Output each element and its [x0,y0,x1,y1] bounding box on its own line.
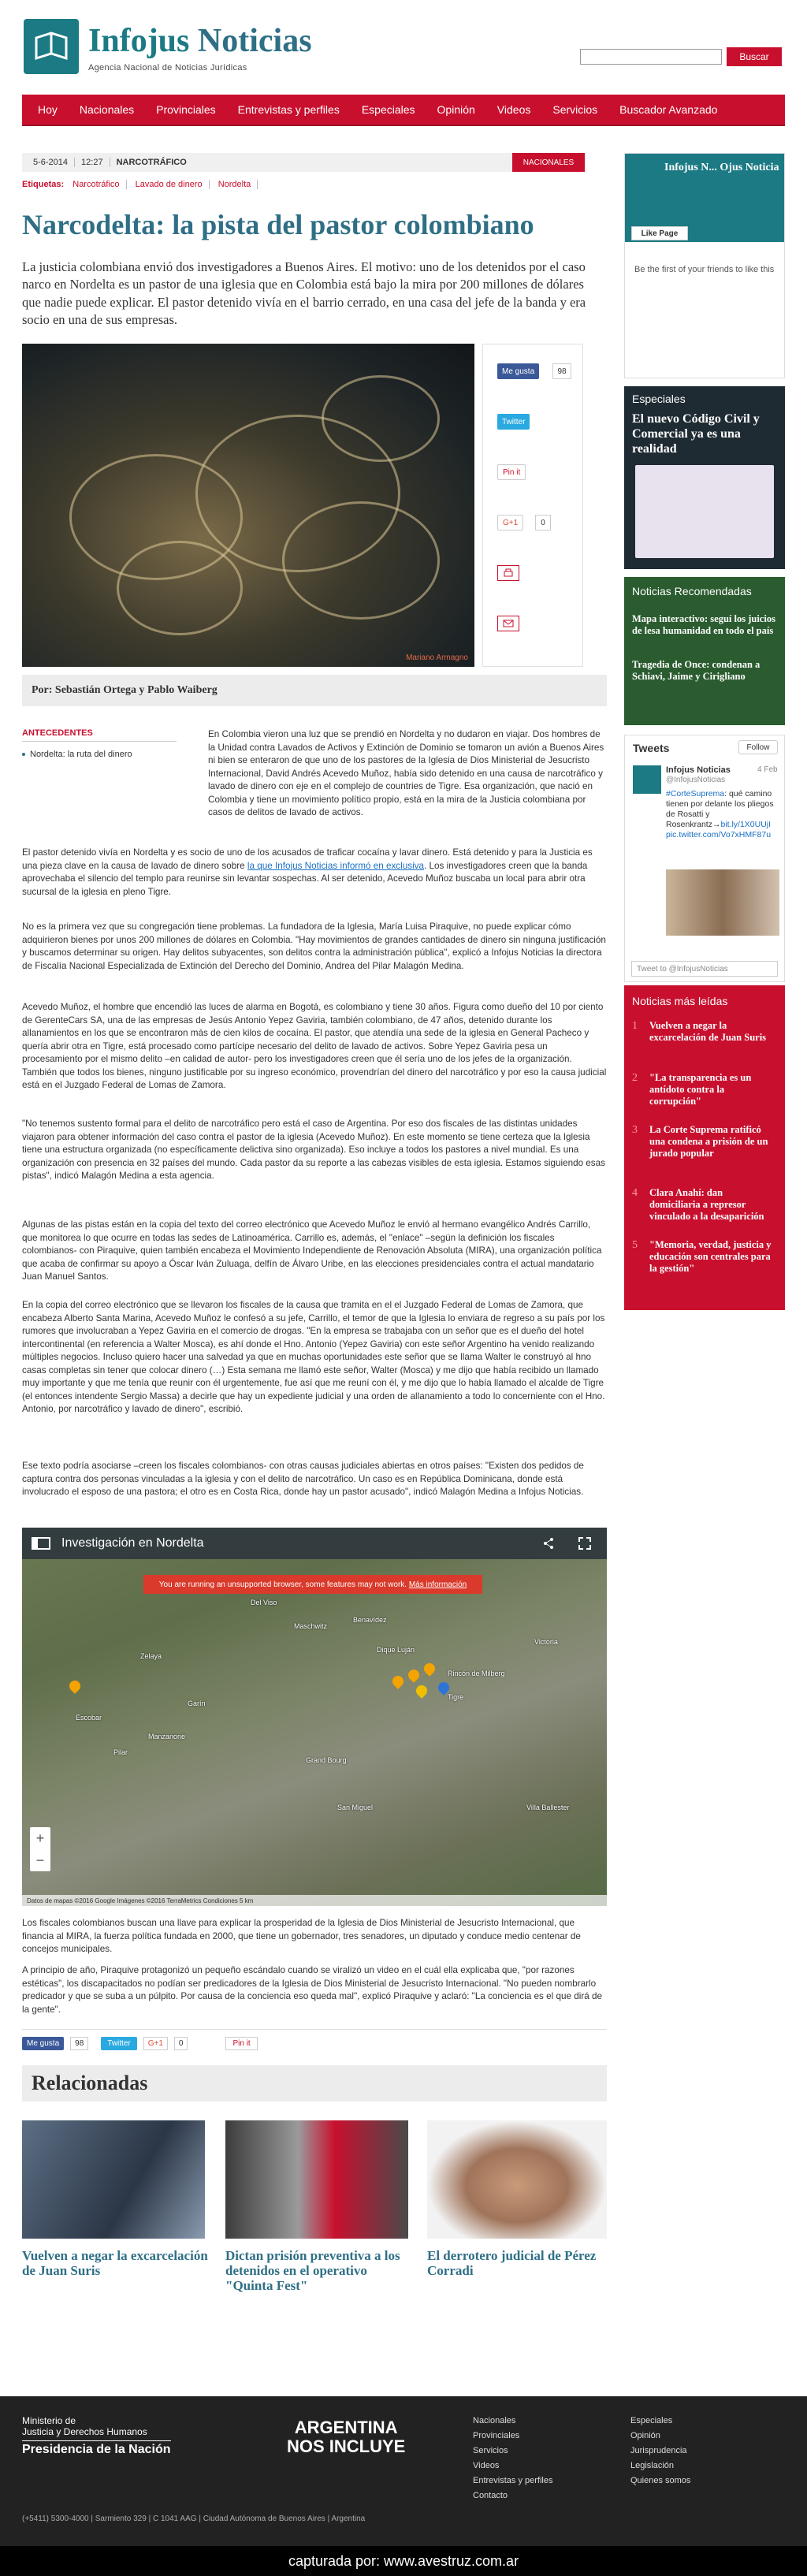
related-thumb[interactable] [22,2120,205,2239]
especiales-story[interactable]: El nuevo Código Civil y Comercial ya es una realidad [632,412,760,456]
bottom-share-bar [22,2037,258,2050]
facebook-like-page-button[interactable]: Like Page [631,226,688,240]
tag-link[interactable]: Lavado de dinero [129,180,210,189]
footer-link[interactable]: Legislación [630,2461,675,2470]
related-item[interactable] [427,2120,608,2278]
twitter-widget [624,735,785,982]
article-lead: La justicia colombiana envió dos investigadores a Buenos Aires. El motivo: uno de los detenidos por el caso narco en Nordelta es un pastor de una iglesia que en Colombia está bajo la mira por 200 millones de dólares que nadie puede explicar. El pastor detenido vivía en el barrio cerrado, en una casa del jefe de la banda y era socio en una de sus empresas. [22,259,586,327]
nav-nacionales[interactable]: Nacionales [79,103,135,116]
map-label: Pilar [113,1748,128,1756]
map-label: Manzanone [148,1733,186,1740]
nav-entrevistas[interactable]: Entrevistas y perfiles [237,103,340,116]
zoom-in-button[interactable]: + [35,1830,45,1846]
google-plus-button[interactable]: G+1 [143,2037,168,2050]
search-input[interactable] [580,49,722,65]
google-plus-button[interactable]: G+1 [497,515,523,530]
book-icon [33,28,69,65]
divider [22,2029,607,2030]
map-label: Del Viso [251,1599,277,1606]
ministry-logo[interactable]: Ministerio de Justicia y Derechos Humanos Presidencia de la Nación [22,2415,171,2456]
share-box [482,344,583,667]
article-paragraph: Acevedo Muñoz, el hombre que encendió las luces de alarma en Bogotá, es colombiano y tiene 30 años. Figura como dueño del 10 por ciento de GerenteCars SA, una de las empresas de Jesús Antonio Yepez Gaviria, también colombiano, de 47 años, detenido durante los allanamientos en los que se encontraron más de cien kilos de cocaína. El pastor, que atendía una sede de la iglesia en General Pacheco y quería abrir otra en Tigre, está procesado como partícipe necesario del delito de lavado de activos. Sobre Yepez Gaviria pesa un procesamiento por el mismo delito –en calidad de autor- pero los investigadores creen que él sería uno de los jefes de la organización. También que todos los bienes, ninguno justificable por su ingreso económico, provendrían del dinero del narcotráfico y por eso la causa judicial está en el Juzgado Federal de Lomas de Zamora. [22,1002,607,1090]
map-pin[interactable] [422,1661,437,1677]
footer-link[interactable]: Videos [473,2461,500,2470]
recommended-title: Noticias Recomendadas [632,585,752,597]
most-read-title: Noticias más leídas [632,995,728,1007]
related-title: Relacionadas [22,2065,607,2101]
footer-link[interactable]: Quienes somos [630,2476,691,2485]
footer-link[interactable]: Nacionales [473,2416,516,2425]
map-label: Benavídez [353,1616,387,1624]
tags-label: Etiquetas: [22,180,65,189]
map-pin[interactable] [406,1667,422,1683]
google-plus-count: 0 [174,2037,188,2050]
main-nav [22,95,785,126]
map-label: Villa Ballester [526,1804,570,1811]
footer-link[interactable]: Provinciales [473,2431,520,2440]
map-label: Garín [188,1699,206,1707]
fullscreen-icon[interactable] [578,1537,591,1550]
most-read-item[interactable]: 4 Clara Anahí: dan domiciliaria a represor vinculado a la desaparición [632,1187,764,1222]
zoom-out-button[interactable]: − [35,1852,45,1868]
site-title[interactable]: Infojus Noticias [88,23,312,59]
tag-link[interactable]: Nordelta [212,180,258,189]
nav-buscador[interactable]: Buscador Avanzado [619,103,718,116]
recommended-item[interactable]: Tragedia de Once: condenan a Schiavi, Jaime y Cirigliano [632,659,761,682]
footer-link[interactable]: Servicios [473,2446,508,2455]
footer-link[interactable]: Entrevistas y perfiles [473,2476,553,2485]
article-paragraph: No es la primera vez que su congregación tiene problemas. La fundadora de la Iglesia, María Luisa Piraquive, no puede explicar cómo adquirieron bienes por unos 200 millones de dólares en Colombia. "Hay movimientos de grandes cantidades de dinero sin ninguna justificación y buscamos determinar su origen. Hay delitos subyacentes, son delitos contra la administración pública", explicó a Infojus Noticias la directora de Fiscalía Nacional Especializada de Extinción del Derecho del Dominio, Andrea del Pilar Malagón Medina. [22,921,606,971]
antecedentes-box [22,728,177,759]
map-label: Tigre [448,1693,464,1701]
map-label: Escobar [76,1714,102,1722]
map-pin[interactable] [390,1673,406,1689]
article-section[interactable]: NARCOTRÁFICO [116,158,187,167]
email-icon[interactable] [497,616,519,631]
map-pin[interactable] [67,1678,83,1694]
recommended-widget [624,577,785,725]
avatar[interactable] [633,765,661,794]
related-title-link[interactable]: El derrotero judicial de Pérez Corradi [427,2248,597,2278]
footer-links-col2 [630,2414,690,2489]
article-paragraph: El pastor detenido vivía en Nordelta y es socio de uno de los acusados de traficar cocaína y lavar dinero. Está detenido y para la Justicia es una pieza clave en la causa de lavado de dinero sobre la que Infojus Noticias informó en exclusiva. Los investigadores creen que la banda aprovechaba el silencio del templo para reunirse sin levantar sospechas. Al ser detenido, Acevedo Muñoz buscaba un local para abrir otra sucursal de la iglesia en pleno Tigre. [22,847,593,897]
footer-address: (+5411) 5300-4000 | Sarmiento 329 | C 1041 AAG | Ciudad Autónoma de Buenos Aires | Argentina [22,2515,366,2523]
map-label: Grand Bourg [306,1756,347,1764]
related-thumb[interactable] [427,2120,607,2239]
capture-credit: capturada por: www.avestruz.com.ar [0,2546,807,2576]
pinterest-button[interactable]: Pin it [225,2037,257,2050]
most-read-item[interactable]: 2 "La transparencia es un antídoto contra la corrupción" [632,1072,752,1107]
map-label: Rincón de Milberg [448,1670,505,1677]
antecedentes-link[interactable]: Nordelta: la ruta del dinero [22,750,177,759]
search-button[interactable]: Buscar [727,47,782,66]
tweet-hashtag[interactable]: #CorteSuprema [666,789,725,798]
section-badge[interactable]: NACIONALES [512,153,585,172]
most-read-item[interactable]: 5 "Memoria, verdad, justicia y educación son centrales para la gestión" [632,1239,772,1274]
facebook-count: 98 [552,363,571,379]
article-paragraph: "No tenemos sustento formal para el delito de narcotráfico pero está el caso de Argentina. Por eso dos fiscales de las distintas unidades viajaron para obtener información del caso contra el pastor de la iglesia (Acevedo Muñoz). En este momento se tiene certeza que la Iglesia tiene una estructura organizada (no específicamente delictiva sino organizada). Eso incluye a todos los pastores a nivel mundial. Es una organización con presencia en 32 países del mundo. Cada pastor da su reporte a las cabezas visibles de esta iglesia. Estamos siguiendo esas pistas", indicó Malagón Medina a esta agencia. [22,1119,605,1181]
tag-link[interactable]: Narcotráfico [66,180,126,189]
map-label: Maschwitz [294,1622,328,1630]
site-subtitle: Agencia Nacional de Noticias Jurídicas [88,63,247,73]
site-logo[interactable] [24,19,79,74]
tweet-image[interactable] [666,869,779,936]
map-label: Zelaya [140,1652,162,1660]
article-paragraph: Ese texto podría asociarse –creen los fiscales colombianos- con otras causas judiciales abiertas en otros países: "Existen dos pedidos de captura contra dos personas vinculadas a la iglesia y con el delito de narcotráfico. Un caso es en República Dominicana, donde está involucrado el esposo de una pastora; el otro es en Costa Rica, donde hay un pastor acusado", indicó Malagón Medina a Infojus Noticias. [22,1461,584,1497]
article-paragraph: En la copia del correo electrónico que se llevaron los fiscales de la causa que tramita en el el Juzgado Federal de Lomas de Zamora, que encabeza Alberto Santa Marina, Acevedo Muñoz le confesó a su jefe, Carrillo, el temor de que la Iglesia lo enviara de regreso a su país por los rumores que involucraban a Yepez Gaviria en el comercio de drogas. "En la empresa se trabajaba con un señor que es el dueño del hotel intercontinental (en referencia a Walter Mosca), es ahí donde el Hno. Antonio (Yepez Gaviria) con este señor Argentino ha venido realizando múltiples negocios. Incluso quiero hacer una salvedad ya que en muchas oportunidades este señor que se llama Walter le construyó al hno casas completas sin tener que colocar dinero (…) Esta semana me llamó este señor, Walter (Mosca) y me dijo que había recibido un llamado muy importante y que me tenía que reunir con él urgentemente, fue así que me reuní con él, y me dijo que lo había llamado el alcalde de Tigre (el entonces intendente Sergio Massa) a decirle que hay un expediente judicial y una orden de allanamiento a todo lo concerniente con el Hno. Antonio, por narcotráfico y lavado de dinero", escribió. [22,1300,605,1414]
tweet-author[interactable]: Infojus Noticias [666,765,731,775]
article-photo[interactable] [22,344,474,667]
photo-credit: Mariano Armagno [406,653,468,662]
facebook-count: 98 [70,2037,88,2050]
map-legend-icon[interactable] [32,1537,50,1550]
facebook-page-name[interactable]: Infojus N... Ojus Noticia [664,162,779,173]
article-paragraph: Algunas de las pistas están en la copia del texto del correo electrónico que Acevedo Muñoz le envió al hermano evangélico Andrés Carrillo, que monitorea lo que ocurre en todas las sedes de Latinoamérica. Carrillo es, además, el "enlace" –según la definición los fiscales colombianos- con Piraquive, quien también encabeza el Movimiento Independiente de Renovación Absoluta (MIRA), una organización política que acaba de confirmar su apoyo a Óscar Iván Zuluaga, delfín de Álvaro Uribe, en las elecciones presidenciales contra el actual mandatario Juan Manuel Santos. [22,1219,602,1282]
related-item[interactable] [22,2120,211,2278]
map-warning: You are running an unsupported browser, some features may not work. Más información [143,1575,482,1594]
map-zoom-control [30,1827,50,1871]
map-title-bar [22,1528,607,1559]
recommended-item[interactable]: Mapa interactivo: seguí los juicios de lesa humanidad en todo el país [632,613,775,636]
article-paragraph: Los fiscales colombianos buscan una llave para explicar la prosperidad de la Iglesia de Dios Ministerial de Jesucristo Internacional, que financia al MIRA, la fuerza política fundada en 2000, que tiene un gobernador, tres senadores, un diputado y conduce medio centenar de concejos municipales. [22,1918,581,1954]
article-headline: Narcodelta: la pista del pastor colombiano [22,209,534,240]
google-plus-count: 0 [535,515,551,530]
embedded-map[interactable] [22,1528,607,1906]
inline-link[interactable]: la que Infojus Noticias informó en exclusiva [247,860,425,871]
article-meta [22,153,586,172]
related-item[interactable] [225,2120,415,2293]
article-byline: Por: Sebastián Ortega y Pablo Waiberg [22,675,607,706]
nav-especiales[interactable]: Especiales [361,103,415,116]
map-title: Investigación en Nordelta [61,1536,204,1550]
facebook-social-text: Be the first of your friends to like this [634,265,775,274]
most-read-item[interactable]: 1 Vuelven a negar la excarcelación de Juan Suris [632,1020,767,1043]
footer-link[interactable]: Especiales [630,2416,673,2425]
antecedentes-title: ANTECEDENTES [22,728,177,742]
footer-link[interactable]: Contacto [473,2491,508,2500]
nav-opinion[interactable]: Opinión [437,103,475,116]
tweet-body: #CorteSuprema: qué camino tienen por delante los pliegos de Rosatti y Rosenkrantz→bit.ly/1X0UUjI pic.twitter.com/Vo7xHMF87u [666,789,774,839]
related-title-link[interactable]: Dictan prisión preventiva a los detenidos en el operativo "Quinta Fest" [225,2248,400,2293]
print-icon[interactable] [497,565,519,581]
related-thumb[interactable] [225,2120,408,2239]
most-read-item[interactable]: 3 La Corte Suprema ratificó una condena a prisión de un jurado popular [632,1124,768,1159]
article-time: 12:27 [75,158,110,167]
tweet-to-input[interactable]: Tweet to @InfojusNoticias [631,961,778,977]
map-warning-link[interactable]: Más información [408,1580,467,1589]
twitter-follow-button[interactable]: Follow [738,740,778,754]
footer-link[interactable]: Opinión [630,2431,660,2440]
tweet-link[interactable]: bit.ly/1X0UUjI pic.twitter.com/Vo7xHMF87u [666,820,772,839]
map-label: Victoria [534,1638,558,1646]
share-icon[interactable] [542,1537,555,1550]
slogan-logo: ARGENTINA NOS INCLUYE [287,2418,406,2456]
nav-servicios[interactable]: Servicios [552,103,598,116]
tweet-date[interactable]: 4 Feb [757,765,778,774]
footer-link[interactable]: Jurisprudencia [630,2446,687,2455]
especiales-widget [624,386,785,569]
facebook-page-widget [624,153,785,378]
especiales-title: Especiales [632,393,686,405]
article-paragraph: En Colombia vieron una luz que se prendió en Nordelta y no dudaron en viajar. Dos hombres de la Unidad contra Lavados de Activos y Extinción de Dominio se tomaron un avión a Buenos Aires ni bien se enteraron de que uno de los pastores de la Iglesia de Dios Ministerial de Jesucristo Internacional, David Andrés Acevedo Muñoz, había sido detenido en una causa de narcotráfico y lavado de dinero con eje en el complejo de countries de Tigre. Esa organización, que nació en Colombia y tiene un movimiento político propio, está en la mira de la Justicia colombiana por casos de delitos de lavado de activos. [208,729,604,817]
twitter-button[interactable]: Twitter [497,414,530,430]
article-date: 5-6-2014 [27,158,75,167]
related-title-link[interactable]: Vuelven a negar la excarcelación de Juan Suris [22,2248,208,2278]
facebook-like-button[interactable]: Me gusta [497,363,539,379]
pinterest-button[interactable]: Pin it [497,464,526,480]
nav-hoy[interactable]: Hoy [38,103,58,116]
map-label: Dique Luján [377,1646,415,1654]
map-pin[interactable] [414,1683,430,1699]
map-footer: Datos de mapas ©2016 Google Imágenes ©2016 TerraMetrics Condiciones 5 km [22,1895,607,1906]
especiales-image[interactable] [635,465,774,558]
tweet-handle[interactable]: @InfojusNoticias [666,776,726,784]
nav-provinciales[interactable]: Provinciales [156,103,216,116]
facebook-like-button[interactable]: Me gusta [22,2037,64,2050]
map-label: San Miguel [337,1804,374,1811]
site-footer [0,2396,807,2576]
tweets-title: Tweets [633,742,670,754]
article-paragraph: A principio de año, Piraquive protagonizó un pequeño escándalo cuando se viralizó un video en el cuál ella explicaba que, "por razones estéticas", los discapacitados no podían ser predicadores de la Iglesia de Dios Ministerial de Jesucristo Internacional. "No pueden nombrarlo predicador y que se suba a un púlpito. Por causa de la conciencia eso queda mal", explicó Piraquive y aclaró: "La conciencia es el que dirá de la gente". [22,1965,602,2015]
twitter-button[interactable]: Twitter [101,2037,136,2050]
tags-row [22,180,258,189]
footer-links-col1 [473,2414,552,2503]
nav-videos[interactable]: Videos [496,103,531,116]
most-read-widget [624,985,785,1310]
